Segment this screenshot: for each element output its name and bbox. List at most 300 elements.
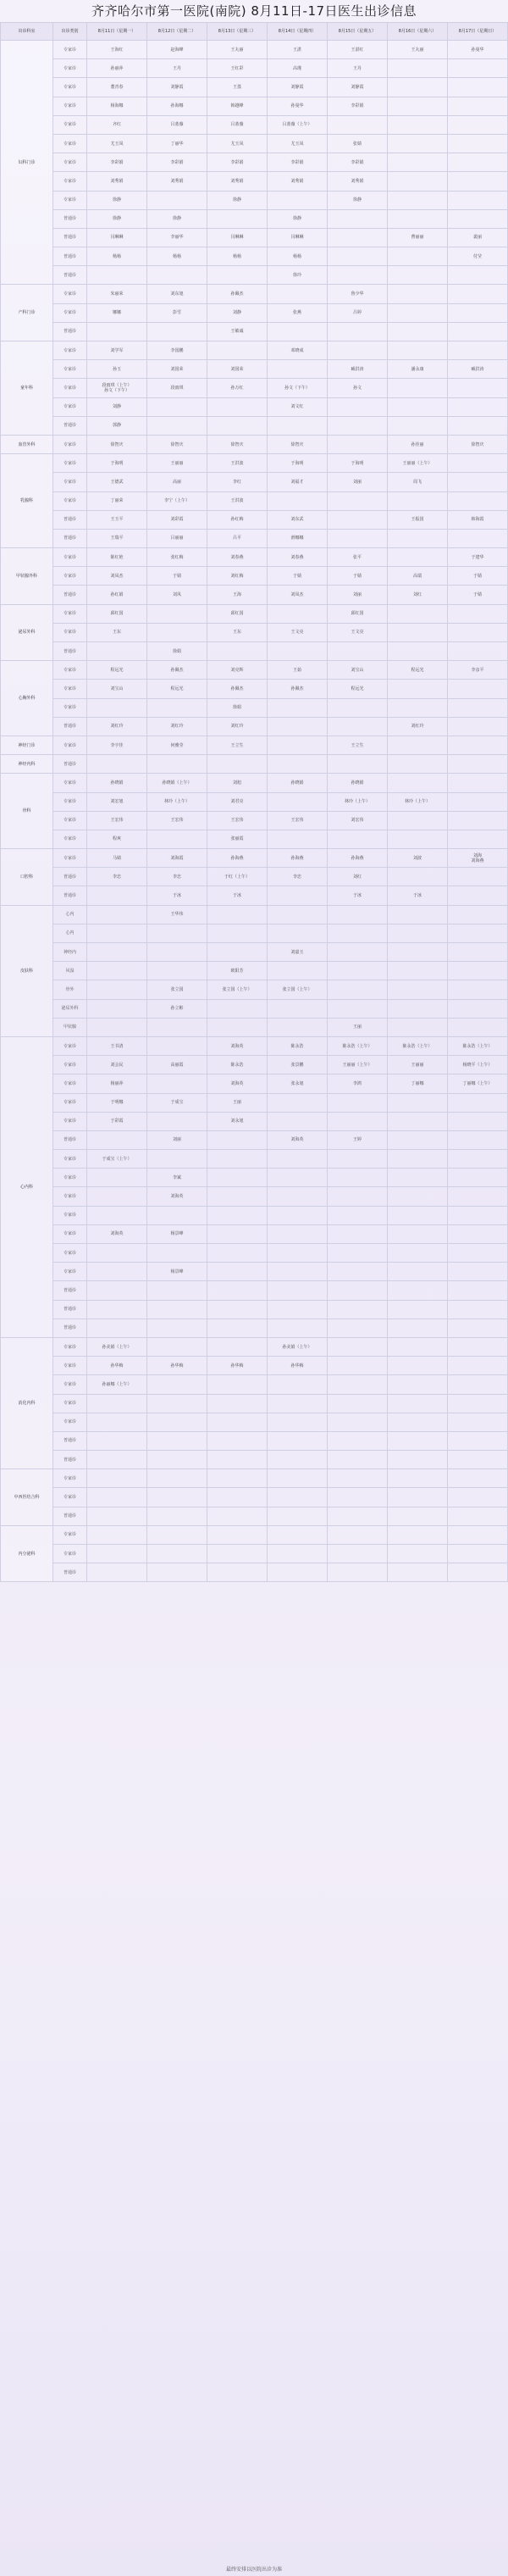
doctor-cell: [328, 510, 388, 529]
doctor-cell: [328, 1319, 388, 1337]
doctor-cell: [268, 1224, 328, 1243]
doctor-cell: 王东: [87, 623, 147, 641]
doctor-cell: [328, 698, 388, 717]
doctor-cell: [388, 698, 448, 717]
doctor-cell: 刘静: [87, 397, 147, 416]
type-cell: 专家诊: [53, 172, 87, 191]
doctor-cell: [328, 1488, 388, 1507]
table-row: [1, 1525, 508, 1544]
dept-cell: 乳腺科: [1, 454, 53, 548]
doctor-cell: 吕婷: [328, 303, 388, 322]
doctor-cell: [268, 905, 328, 924]
doctor-cell: 徐静: [328, 191, 388, 209]
doctor-cell: [448, 397, 508, 416]
doctor-cell: 于红（上午）: [207, 868, 268, 886]
doctor-cell: [87, 1130, 147, 1149]
doctor-cell: [388, 642, 448, 661]
doctor-cell: 王丽: [328, 1018, 388, 1036]
doctor-cell: 刘波: [388, 849, 448, 868]
doctor-cell: [328, 115, 388, 134]
doctor-cell: [147, 755, 207, 774]
doctor-cell: 刘海霞: [147, 849, 207, 868]
doctor-cell: [207, 1319, 268, 1337]
table-row: [1, 1545, 508, 1563]
doctor-cell: 丁丽荣: [87, 491, 147, 510]
doctor-cell: 杨海娜: [87, 97, 147, 115]
doctor-cell: 徐静: [87, 209, 147, 228]
table-row: [1, 1074, 508, 1093]
doctor-cell: [448, 1563, 508, 1582]
doctor-cell: 于海明: [268, 454, 328, 473]
type-cell: 专家诊: [53, 1413, 87, 1431]
table-row: [1, 661, 508, 680]
doctor-cell: [328, 999, 388, 1018]
doctor-cell: [87, 924, 147, 942]
doctor-cell: 林玲（上午）: [388, 792, 448, 811]
doctor-cell: [268, 1187, 328, 1206]
doctor-cell: [207, 1263, 268, 1281]
doctor-cell: 吕蓝薇: [147, 115, 207, 134]
doctor-cell: [268, 1018, 328, 1036]
table-row: [1, 548, 508, 567]
doctor-cell: [87, 755, 147, 774]
doctor-cell: 刘丽: [147, 1130, 207, 1149]
header-day-7: 8月17日（星期日）: [448, 23, 508, 41]
doctor-cell: [207, 642, 268, 661]
doctor-cell: 于冰: [147, 886, 207, 905]
type-cell: 普通诊: [53, 717, 87, 736]
doctor-cell: [268, 698, 328, 717]
doctor-cell: 王荔: [207, 78, 268, 97]
doctor-cell: 王宏伟: [268, 811, 328, 830]
doctor-cell: [448, 1300, 508, 1319]
doctor-cell: [147, 1074, 207, 1093]
table-row: [1, 567, 508, 586]
doctor-cell: 刘永旭: [207, 1112, 268, 1130]
doctor-cell: 邱红国: [87, 604, 147, 623]
table-row: [1, 717, 508, 736]
doctor-cell: [328, 247, 388, 266]
doctor-cell: [448, 1507, 508, 1525]
doctor-cell: 刘文红: [268, 397, 328, 416]
doctor-cell: 张立国: [147, 980, 207, 999]
doctor-cell: [268, 1545, 328, 1563]
doctor-cell: 孙丽娜（上午）: [87, 1375, 147, 1394]
schedule-body: [1, 41, 508, 1582]
doctor-cell: 王宏伟: [87, 811, 147, 830]
doctor-cell: 周飞: [388, 473, 448, 491]
doctor-cell: [268, 1150, 328, 1169]
doctor-cell: 李红: [207, 473, 268, 491]
doctor-cell: 杨杨: [147, 247, 207, 266]
doctor-cell: [268, 491, 328, 510]
doctor-cell: [147, 1150, 207, 1169]
doctor-cell: 刘宝山: [328, 661, 388, 680]
doctor-cell: 徐智庆: [268, 435, 328, 453]
doctor-cell: 刘宏旭: [87, 792, 147, 811]
doctor-cell: 杨杨: [268, 247, 328, 266]
doctor-cell: 王丸丽: [207, 41, 268, 59]
table-row: [1, 1319, 508, 1337]
doctor-cell: 刘红玲: [388, 717, 448, 736]
type-cell: 专家诊: [53, 1036, 87, 1055]
table-row: [1, 1394, 508, 1413]
table-row: [1, 303, 508, 322]
table-row: [1, 1375, 508, 1394]
doctor-cell: [207, 1281, 268, 1300]
dept-cell: 中西医结合科: [1, 1469, 53, 1526]
table-row: [1, 586, 508, 604]
doctor-cell: [448, 134, 508, 153]
type-cell: 专家诊: [53, 698, 87, 717]
type-cell: 专家诊: [53, 1224, 87, 1243]
doctor-cell: [448, 491, 508, 510]
doctor-cell: [328, 416, 388, 435]
doctor-cell: 滑娜娜: [268, 529, 328, 547]
type-cell: 专家诊: [53, 811, 87, 830]
doctor-cell: [448, 680, 508, 698]
doctor-cell: [388, 303, 448, 322]
table-row: [1, 755, 508, 774]
doctor-cell: [207, 999, 268, 1018]
doctor-cell: 程爽: [87, 830, 147, 848]
doctor-cell: [388, 1093, 448, 1112]
table-row: [1, 1357, 508, 1375]
doctor-cell: [388, 397, 448, 416]
doctor-cell: [448, 1337, 508, 1356]
type-cell: 专家诊: [53, 59, 87, 78]
doctor-cell: [388, 134, 448, 153]
doctor-cell: [147, 1375, 207, 1394]
doctor-cell: [448, 980, 508, 999]
table-row: [1, 999, 508, 1018]
table-row: [1, 416, 508, 435]
doctor-cell: 刘静霞: [147, 78, 207, 97]
doctor-cell: [448, 1545, 508, 1563]
doctor-cell: 王洪波: [207, 454, 268, 473]
doctor-cell: 韩越峰: [207, 97, 268, 115]
doctor-cell: [388, 736, 448, 754]
doctor-cell: [147, 1545, 207, 1563]
table-row: [1, 1130, 508, 1149]
type-cell: 专家诊: [53, 454, 87, 473]
doctor-cell: [207, 924, 268, 942]
table-row: [1, 943, 508, 962]
doctor-cell: 王丽: [207, 1093, 268, 1112]
doctor-cell: 孙晓娟: [328, 774, 388, 792]
doctor-cell: [388, 999, 448, 1018]
doctor-cell: 于婧: [448, 586, 508, 604]
type-cell: 专家诊: [53, 285, 87, 303]
type-cell: 专家诊: [53, 1375, 87, 1394]
type-cell: 专家诊: [53, 1206, 87, 1224]
doctor-cell: [87, 642, 147, 661]
doctor-cell: [147, 623, 207, 641]
table-row: [1, 1224, 508, 1243]
doctor-cell: [268, 924, 328, 942]
doctor-cell: 杨景峰: [147, 1263, 207, 1281]
type-cell: 专家诊: [53, 567, 87, 586]
doctor-cell: 李宇佳: [87, 736, 147, 754]
doctor-cell: 闫琳琳: [87, 228, 147, 247]
table-row: [1, 1300, 508, 1319]
doctor-cell: [388, 811, 448, 830]
doctor-cell: 王敏诚: [207, 322, 268, 341]
doctor-cell: 张立国（上午）: [268, 980, 328, 999]
type-cell: 专家诊: [53, 153, 87, 172]
table-row: [1, 491, 508, 510]
doctor-cell: 孙佩杰: [207, 285, 268, 303]
doctor-cell: [328, 962, 388, 980]
type-cell: 专家诊: [53, 1112, 87, 1130]
doctor-cell: [147, 1413, 207, 1431]
table-row: [1, 454, 508, 473]
doctor-cell: 臧洪涛: [328, 360, 388, 379]
doctor-cell: [388, 529, 448, 547]
doctor-cell: [87, 1018, 147, 1036]
doctor-cell: [328, 228, 388, 247]
table-row: [1, 285, 508, 303]
doctor-cell: 刘东旭: [147, 285, 207, 303]
doctor-cell: [268, 1112, 328, 1130]
doctor-cell: [448, 924, 508, 942]
table-row: [1, 1563, 508, 1582]
type-cell: 专家诊: [53, 736, 87, 754]
doctor-cell: 杨景峰: [147, 1224, 207, 1243]
doctor-cell: [87, 266, 147, 285]
doctor-cell: 刘红玲: [87, 717, 147, 736]
type-cell: 心内: [53, 905, 87, 924]
doctor-cell: [448, 698, 508, 717]
doctor-cell: 王丽丽: [147, 454, 207, 473]
doctor-cell: 张红梅: [147, 548, 207, 567]
doctor-cell: [388, 97, 448, 115]
doctor-cell: [388, 623, 448, 641]
doctor-cell: [147, 1300, 207, 1319]
table-row: [1, 1036, 508, 1055]
doctor-cell: 段雨琪（上午） 孙文（下午）: [87, 379, 147, 397]
doctor-cell: [448, 1130, 508, 1149]
doctor-cell: 段雨琪: [147, 379, 207, 397]
doctor-cell: [388, 285, 448, 303]
table-row: [1, 1056, 508, 1074]
doctor-cell: [87, 980, 147, 999]
doctor-cell: [448, 792, 508, 811]
doctor-cell: 王华伟: [147, 905, 207, 924]
doctor-cell: [147, 1281, 207, 1300]
doctor-cell: [388, 1150, 448, 1169]
type-cell: 普通诊: [53, 1431, 87, 1450]
doctor-cell: [448, 341, 508, 360]
type-cell: 专家诊: [53, 1263, 87, 1281]
doctor-cell: [268, 285, 328, 303]
doctor-cell: 尤玉凤: [268, 134, 328, 153]
doctor-cell: [448, 285, 508, 303]
doctor-cell: [388, 379, 448, 397]
doctor-cell: [268, 1169, 328, 1187]
type-cell: 普通诊: [53, 886, 87, 905]
doctor-cell: 孙佩杰: [268, 680, 328, 698]
table-row: [1, 736, 508, 754]
doctor-cell: [87, 1431, 147, 1450]
doctor-cell: [448, 868, 508, 886]
type-cell: 普通诊: [53, 1451, 87, 1469]
doctor-cell: [448, 1357, 508, 1375]
header-type: 出诊类别: [53, 23, 87, 41]
table-row: [1, 191, 508, 209]
doctor-cell: 孙华梅: [87, 1357, 147, 1375]
doctor-cell: 邱红国: [328, 604, 388, 623]
doctor-cell: [147, 1112, 207, 1130]
doctor-cell: [328, 1545, 388, 1563]
table-row: [1, 266, 508, 285]
doctor-cell: [87, 1563, 147, 1582]
doctor-cell: [388, 604, 448, 623]
doctor-cell: 王丹: [328, 59, 388, 78]
doctor-cell: [268, 755, 328, 774]
doctor-cell: 林玲（上午）: [328, 792, 388, 811]
doctor-cell: [147, 924, 207, 942]
type-cell: 普通诊: [53, 755, 87, 774]
table-row: [1, 1451, 508, 1469]
doctor-cell: [448, 191, 508, 209]
doctor-cell: [388, 341, 448, 360]
doctor-cell: 孙海燕: [207, 849, 268, 868]
doctor-cell: [388, 1525, 448, 1544]
dept-cell: 口腔科: [1, 849, 53, 906]
table-row: [1, 510, 508, 529]
table-row: [1, 830, 508, 848]
doctor-cell: [328, 980, 388, 999]
table-row: [1, 322, 508, 341]
doctor-cell: 刘海 刘海燕: [448, 849, 508, 868]
doctor-cell: [448, 905, 508, 924]
doctor-cell: [87, 943, 147, 962]
doctor-cell: [87, 1394, 147, 1413]
type-cell: 普通诊: [53, 209, 87, 228]
doctor-cell: 程远光: [388, 661, 448, 680]
doctor-cell: [328, 1244, 388, 1263]
doctor-cell: [268, 322, 328, 341]
doctor-cell: [147, 830, 207, 848]
doctor-cell: [328, 1563, 388, 1582]
doctor-cell: [87, 1507, 147, 1525]
doctor-cell: [388, 491, 448, 510]
doctor-cell: 王丽丽（上午）: [328, 1056, 388, 1074]
doctor-cell: 齐红: [87, 115, 147, 134]
table-row: [1, 435, 508, 453]
doctor-cell: [207, 1431, 268, 1450]
doctor-cell: 孙文: [328, 379, 388, 397]
table-row: [1, 849, 508, 868]
type-cell: 专家诊: [53, 1244, 87, 1263]
doctor-cell: 刘凤: [147, 586, 207, 604]
doctor-cell: 孙红娟: [87, 586, 147, 604]
doctor-cell: [87, 999, 147, 1018]
doctor-cell: 刘红玲: [147, 717, 207, 736]
doctor-cell: [328, 322, 388, 341]
doctor-cell: [448, 379, 508, 397]
doctor-cell: 张婧: [328, 134, 388, 153]
table-row: [1, 811, 508, 830]
table-header-row: [1, 23, 508, 41]
doctor-cell: [268, 1431, 328, 1450]
doctor-cell: 陈永浩（上午）: [388, 1036, 448, 1055]
table-row: [1, 341, 508, 360]
type-cell: 普通诊: [53, 529, 87, 547]
doctor-cell: [388, 1357, 448, 1375]
doctor-cell: [207, 1375, 268, 1394]
doctor-cell: [87, 322, 147, 341]
doctor-cell: 于冰: [207, 886, 268, 905]
table-row: [1, 642, 508, 661]
doctor-cell: 徐静: [147, 209, 207, 228]
doctor-cell: 王洪波: [207, 491, 268, 510]
doctor-cell: [147, 397, 207, 416]
doctor-cell: [388, 1337, 448, 1356]
doctor-cell: 程远光: [147, 680, 207, 698]
doctor-cell: 刘会民: [87, 1056, 147, 1074]
doctor-cell: [448, 1018, 508, 1036]
doctor-cell: [207, 1337, 268, 1356]
doctor-cell: [147, 266, 207, 285]
doctor-cell: 李彩娟: [328, 97, 388, 115]
doctor-cell: [87, 1525, 147, 1544]
doctor-cell: 杨晓平（上午）: [448, 1056, 508, 1074]
doctor-cell: 刘旭: [207, 774, 268, 792]
doctor-cell: [388, 868, 448, 886]
doctor-cell: 于冰: [328, 886, 388, 905]
type-cell: 专家诊: [53, 1150, 87, 1169]
doctor-cell: [207, 1563, 268, 1582]
doctor-cell: [147, 1525, 207, 1544]
doctor-cell: 徐静: [87, 191, 147, 209]
table-row: [1, 134, 508, 153]
type-cell: 专家诊: [53, 1169, 87, 1187]
doctor-cell: [207, 266, 268, 285]
type-cell: 专家诊: [53, 191, 87, 209]
doctor-cell: 王德武: [87, 473, 147, 491]
doctor-cell: [388, 924, 448, 942]
doctor-cell: 程远光: [87, 661, 147, 680]
doctor-cell: 吕蓝薇（上午）: [268, 115, 328, 134]
doctor-cell: 于彩霞: [87, 1112, 147, 1130]
doctor-cell: [328, 1525, 388, 1544]
doctor-cell: [388, 172, 448, 191]
doctor-cell: [328, 435, 388, 453]
doctor-cell: [268, 1244, 328, 1263]
doctor-cell: 高丽: [147, 473, 207, 491]
doctor-cell: 刘秀娟: [207, 172, 268, 191]
doctor-cell: [448, 115, 508, 134]
doctor-cell: [268, 1507, 328, 1525]
doctor-cell: [87, 1263, 147, 1281]
doctor-cell: [448, 172, 508, 191]
type-cell: 普通诊: [53, 1563, 87, 1582]
doctor-cell: 张燕: [268, 303, 328, 322]
table-row: [1, 1150, 508, 1169]
doctor-cell: 徐静: [268, 209, 328, 228]
doctor-cell: 朱丽荣: [87, 285, 147, 303]
doctor-cell: [207, 1206, 268, 1224]
doctor-cell: [448, 1394, 508, 1413]
type-cell: 专家诊: [53, 680, 87, 698]
doctor-cell: 孙红梅: [207, 510, 268, 529]
doctor-cell: [268, 1525, 328, 1544]
doctor-cell: [207, 1507, 268, 1525]
doctor-cell: [268, 962, 328, 980]
page-title: 齐齐哈尔市第一医院(南院) 8月11日-17日医生出诊信息: [91, 3, 417, 19]
